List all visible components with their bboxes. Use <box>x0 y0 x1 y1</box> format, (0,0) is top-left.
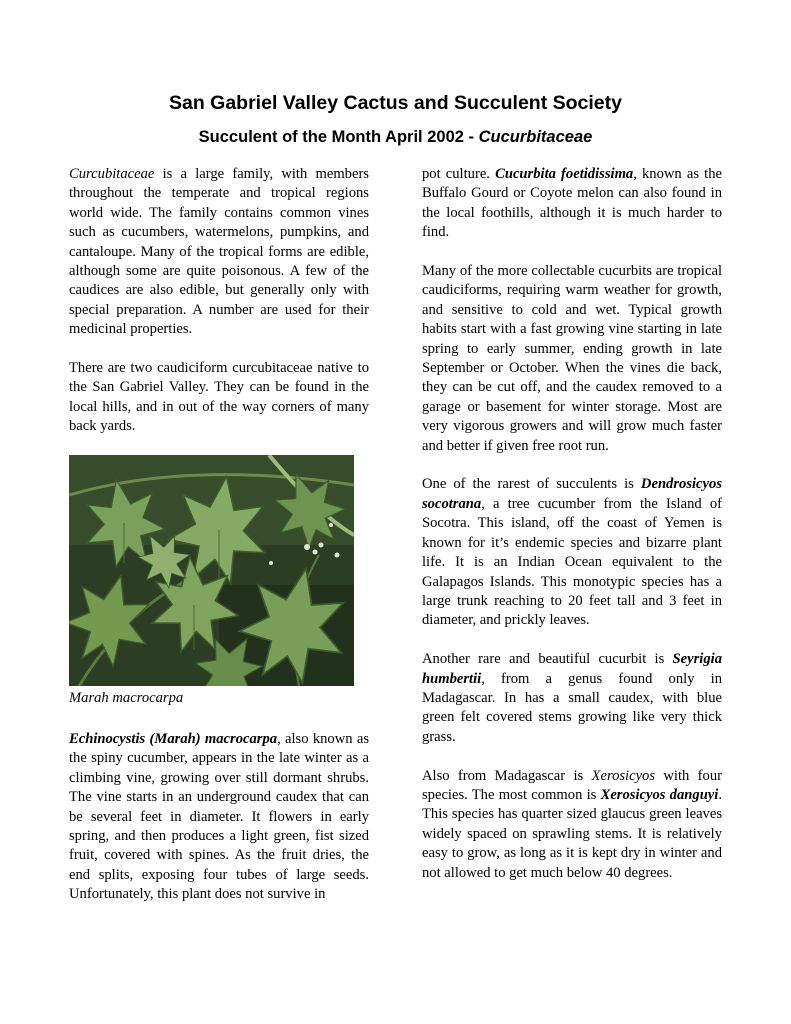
page-title: San Gabriel Valley Cactus and Succulent Society <box>168 92 622 114</box>
left-column-top <box>69 165 369 437</box>
cucurbita-text-after: , known as the Buffalo Gourd or Coyote melon can also found in the local foothills, although it is much harder to find. <box>422 166 722 241</box>
xerosicyos-text-middle: with four species. The most common is <box>422 767 722 803</box>
native-species-paragraph: There are two caudiciform curcubitaceae native to the San Gabriel Valley. They can be found in the local hills, and in out of the way corners of many back yards. <box>69 360 369 435</box>
dendrosicyos-text-before: One of the rarest of succulents is <box>422 476 641 493</box>
page-subtitle <box>0 128 791 147</box>
seyrigia-species-name: Seyrigia humbertii <box>422 651 722 687</box>
xerosicyos-text-after: . This species has quarter sized glaucus green leaves widely spaced on sprawling stems. It is relatively easy to grow, as long as it is kept dry in winter and not allowed to get much below 40 degrees. <box>422 786 722 881</box>
cucurbita-text-before: pot culture. <box>422 166 496 182</box>
xerosicyos-paragraph <box>422 767 722 883</box>
marah-species-name: Echinocystis (Marah) macrocarpa <box>69 731 278 747</box>
seyrigia-paragraph <box>422 650 722 747</box>
subtitle-prefix: Succulent of the Month April 2002 - <box>198 128 479 146</box>
xerosicyos-genus-name: Xerosicyos <box>591 767 656 784</box>
marah-macrocarpa-photo <box>69 455 354 686</box>
xerosicyos-text-before: Also from Madagascar is <box>422 767 592 784</box>
photo-caption: Marah macrocarpa <box>69 690 184 706</box>
intro-paragraph <box>69 165 369 340</box>
subtitle-family: Cucurbitaceae <box>478 128 593 146</box>
right-column <box>422 165 722 883</box>
xerosicyos-species-name: Xerosicyos danguyi <box>600 786 719 803</box>
dendrosicyos-species-name: Dendrosicyos socotrana <box>422 476 722 512</box>
cucurbita-paragraph <box>422 165 722 243</box>
dendrosicyos-text-after: , a tree cucumber from the Island of Socotra. This island, off the coast of Yemen is known for it’s endemic species and bizarre plant life. It is an Indian Ocean equivalent to the Galapagos Islands. This monotypic species has a large trunk reaching to 20 feet tall and 3 feet in diameter, and prickly leaves. <box>422 495 722 629</box>
cucurbita-species-name: Cucurbita foetidissima <box>495 166 634 182</box>
dendrosicyos-paragraph <box>422 475 722 630</box>
intro-lead-family: Curcubitaceae <box>69 166 155 182</box>
marah-paragraph <box>69 730 369 905</box>
caudiciform-paragraph: Many of the more collectable cucurbits are tropical caudiciforms, requiring warm weather for growth, and sensitive to cold and wet. Typical growth habits start with a fast growing vine starting in late spring to early summer, ending growth in late September or October. When the vines die back, they can be cut off, and the caudex removed to a garage or basement for winter storage. Most are very vigorous growers and will grow much faster and better if given free root run. <box>422 263 722 454</box>
seyrigia-text-after: , from a genus found only in Madagascar. In has a small caudex, with blue green felt covered stems growing like very thick grass. <box>422 670 722 745</box>
left-column-bottom <box>69 730 369 905</box>
seyrigia-text-before: Another rare and beautiful cucurbit is <box>422 651 673 668</box>
marah-text: , also known as the spiny cucumber, appears in the late winter as a climbing vine, growing over still dormant shrubs. The vine starts in an underground caudex that can be several feet in diameter. It flowers in early spring, and then produces a light green, fist sized fruit, covered with spines. As the fruit dries, the end splits, exposing four tubes of large seeds. Unfortunately, this plant does not survive in <box>69 731 369 903</box>
intro-text: is a large family, with members throughout the temperate and tropical regions world wide. The family contains common vines such as cucumbers, watermelons, pumpkins, and cantaloupe. Many of the tropical forms are edible, although some are quite poisonous. A few of the caudices are also edible, but generally only with special preparation. A number are used for their medicinal properties. <box>69 166 369 338</box>
